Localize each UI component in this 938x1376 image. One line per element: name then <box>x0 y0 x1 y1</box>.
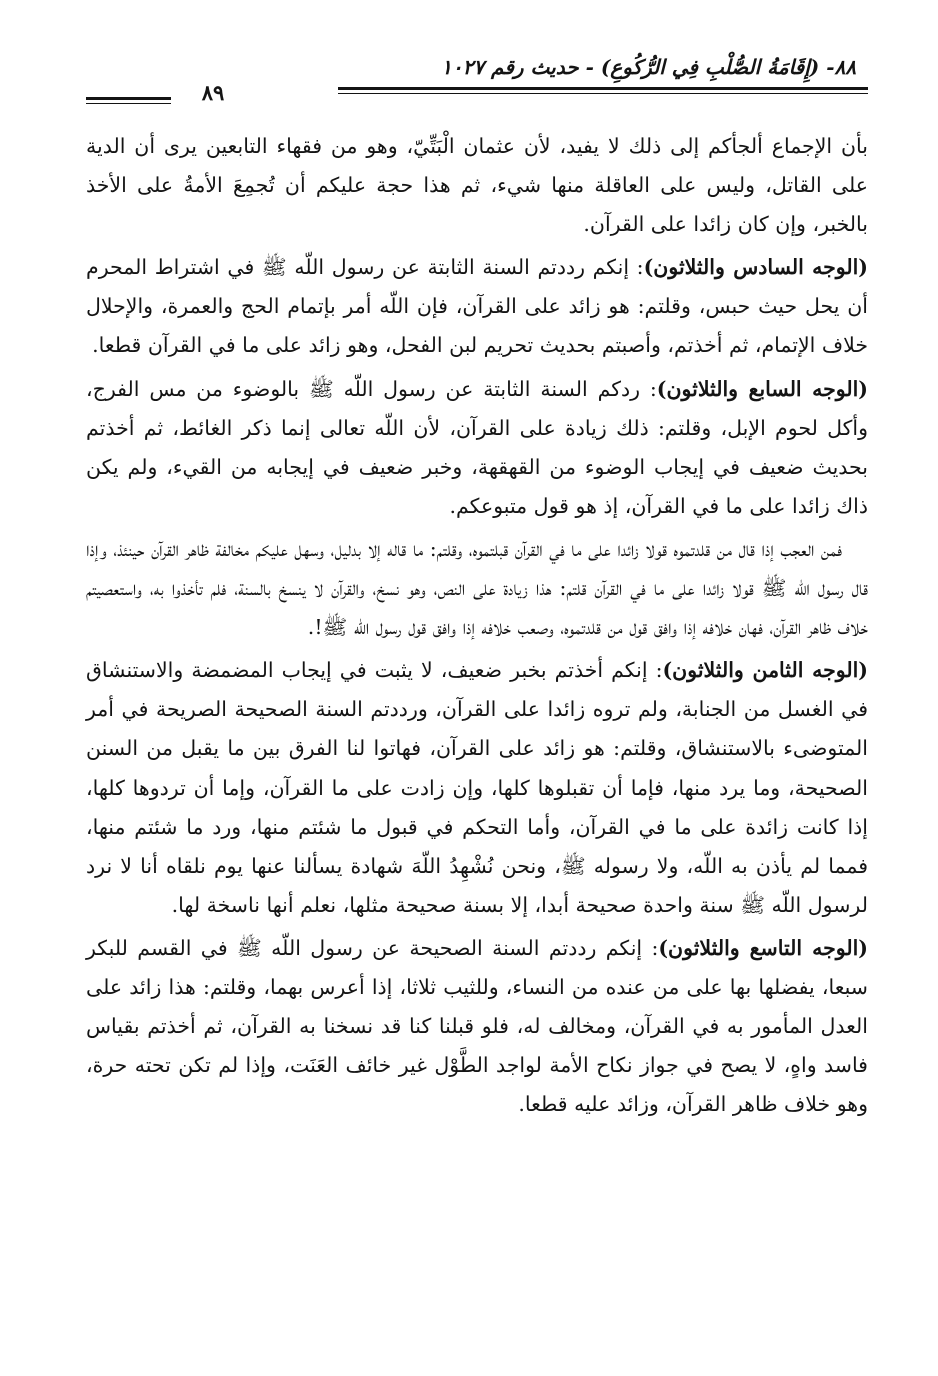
paragraph <box>86 530 868 647</box>
paragraph-text: بأن الإجماع ألجأكم إلى ذلك لا يفيد، لأن عثمان الْبَتِّيّ، وهو من فقهاء التابعين يرى أن الدية على القاتل، وليس على العاقلة منها شيء، ثم هذا حجة عليكم أن تُجمِعَ الأمةُ على الأخذ بالخبر، وإن كان زائدا على القرآن. <box>86 134 868 237</box>
paragraph <box>86 651 868 925</box>
paragraph-heading: (الوجه السابع والثلاثون) <box>656 376 868 401</box>
paragraph-text: : ردكم السنة الثابتة عن رسول اللّه ﷺ بالوضوء من مس الفرج، وأكل لحوم الإبل، وقلتم: ذلك زيادة على القرآن، لأن اللّه تعالى إنما ذكر الغائط، ثم أخذتم بحديث ضعيف في إيجاب الوضوء من القهقهة، وخبر ضعيف في إيجابه من القيء، ولم يكن ذاك زائدا على ما في القرآن، إذ هو قول متبوعكم. <box>86 376 868 518</box>
page-number: ٨٩ <box>178 80 248 105</box>
paragraph-heading: (الوجه التاسع والثلاثون) <box>658 935 868 960</box>
paragraph <box>86 370 868 526</box>
paragraph-text: فمن العجب إذا قال من قلدتموه قولا زائدا على ما في القرآن قبلتموه، وقلتم: ما قاله إلا بدليل، وسهل عليكم مخالفة ظاهر القرآن حينئذ، وإذا قال رسول اللّه ﷺ قولا زائدا على ما في القرآن قلتم: هذا زيادة على النص، وهو نسخ، والقرآن لا ينسخ بالسنة، فلم تأخذوا به، واستعصيتم خلاف ظاهر القرآن، فهان خلافه إذا وافق قول من قلدتموه، وصعب خلافه إذا وافق قول رسول اللّه ﷺ!. <box>86 536 868 640</box>
paragraph <box>86 929 868 1124</box>
paragraph <box>86 127 868 244</box>
running-title: ٨٨- (إِقَامَةُ الصُّلْبِ فِي الرُّكُوعِ) - حديث رقم ١٠٢٧ <box>441 55 856 79</box>
paragraph-text: : إنكم رددتم السنة الثابتة عن رسول اللّه ﷺ في اشتراط المحرم أن يحل حيث حبس، وقلتم: هو زائد على القرآن، فإن اللّه أمر بإتمام الحج والعمرة، والإحلال خلاف الإتمام، ثم أخذتم، وأصبتم بحديث تحريم لبن الفحل، وهو زائد على ما في القرآن قطعا. <box>86 255 868 358</box>
paragraph-heading: (الوجه الثامن والثلاثون) <box>662 658 868 683</box>
paragraph-text: : إنكم رددتم السنة الصحيحة عن رسول اللّه ﷺ في القسم للبكر سبعا، يفضلها بها على من عنده من النساء، وللثيب ثلاثا، إذا أعرس بهما، وقلتم: هذا زائد على العدل المأمور به في القرآن، ومخالف له، فلو قبلنا كنا قد نسخنا به القرآن، ثم أخذتم بقياس فاسد واهٍ، لا يصح في جواز نكاح الأمة لواجد الطَّوْل غير خائف العَنَت، وإذا لم تكن تحته حرة، وهو خلاف ظاهر القرآن، وزائد عليه قطعا. <box>86 935 868 1117</box>
body-text <box>86 127 868 1124</box>
header-rule <box>338 87 868 94</box>
header-rule-short <box>86 97 171 104</box>
paragraph-heading: (الوجه السادس والثلاثون) <box>643 255 868 280</box>
paragraph-text: : إنكم أخذتم بخبر ضعيف، لا يثبت في إيجاب المضمضة والاستنشاق في الغسل من الجنابة، ولم تروه زائدا على القرآن، ورددتم السنة الصحيحة الصريحة في أمر المتوضىء بالاستنشاق، وقلتم: هو زائد على القرآن، فهاتوا لنا الفرق بين ما يقبل من السنن الصحيحة، وما يرد منها، فإما أن تقبلوها كلها، وإن زادت على ما القرآن، وإما أن تردوها كلها، إذا كانت زائدة على ما في القرآن، وأما التحكم في قبول ما شئتم منها، ورد ما شئتم منها، فمما لم يأذن به اللّه، ولا رسوله ﷺ، ونحن نُشْهِدُ اللّهَ شهادة يسألنا عنها يوم نلقاه أنا لا نرد لرسول اللّه ﷺ سنة واحدة صحيحة أبدا، إلا بسنة صحيحة مثلها، نعلم أنها ناسخة لها. <box>86 658 868 917</box>
paragraph <box>86 248 868 365</box>
